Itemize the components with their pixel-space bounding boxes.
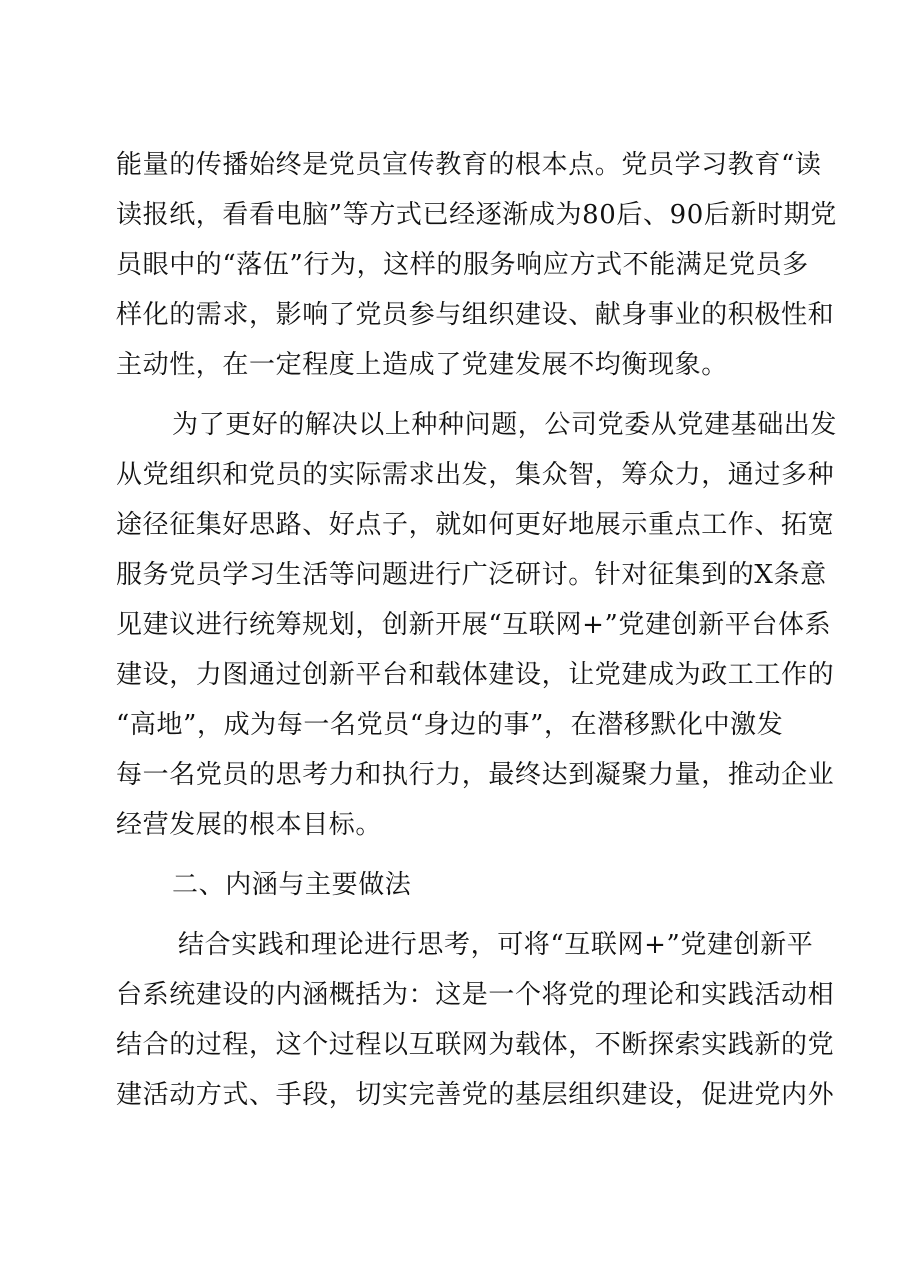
paragraph-line: 经营发展的根本目标。 — [116, 810, 383, 840]
paragraph-line: 从党组织和党员的实际需求出发，集众智，筹众力，通过多种 — [116, 460, 835, 490]
paragraph-1 — [116, 140, 837, 390]
paragraph-line: 员眼中的“落伍”行为，这样的服务响应方式不能满足党员多 — [116, 250, 809, 280]
paragraph-line: 服务党员学习生活等问题进行广泛研讨。针对征集到的X条意 — [116, 560, 827, 590]
paragraph-line: 台系统建设的内涵概括为：这是一个将党的理论和实践活动相 — [116, 980, 835, 1010]
paragraph-spacer — [116, 850, 800, 860]
section-heading — [116, 860, 800, 910]
paragraph-2 — [116, 400, 838, 850]
paragraph-line: 能量的传播始终是党员宣传教育的根本点。党员学习教育“读 — [116, 150, 822, 180]
paragraph-line: 结合的过程，这个过程以互联网为载体，不断探索实践新的党 — [116, 1030, 835, 1060]
paragraph-line: 为了更好的解决以上种种问题，公司党委从党建基础出发 — [172, 410, 838, 440]
document-body — [116, 140, 838, 1120]
paragraph-line: 读报纸，看看电脑”等方式已经逐渐成为80后、90后新时期党 — [116, 200, 837, 230]
paragraph-line: 见建议进行统筹规划，创新开展“互联网+”党建创新平台体系 — [116, 610, 832, 640]
paragraph-3 — [116, 920, 835, 1120]
paragraph-line: “高地”，成为每一名党员“身边的事”，在潜移默化中激发 — [116, 710, 784, 740]
paragraph-spacer — [116, 910, 800, 920]
paragraph-line: 建活动方式、手段，切实完善党的基层组织建设，促进党内外 — [116, 1080, 835, 1110]
paragraph-line: 样化的需求，影响了党员参与组织建设、献身事业的积极性和 — [116, 300, 835, 330]
paragraph-line: 结合实践和理论进行思考，可将“互联网+”党建创新平 — [178, 930, 814, 960]
paragraph-line: 主动性，在一定程度上造成了党建发展不均衡现象。 — [116, 350, 728, 380]
paragraph-spacer — [116, 390, 800, 400]
paragraph-line: 建设，力图通过创新平台和载体建设，让党建成为政工工作的 — [116, 660, 835, 690]
paragraph-line: 每一名党员的思考力和执行力，最终达到凝聚力量，推动企业 — [116, 760, 835, 790]
paragraph-line: 途径征集好思路、好点子，就如何更好地展示重点工作、拓宽 — [116, 510, 835, 540]
heading-text: 二、内涵与主要做法 — [172, 870, 412, 900]
